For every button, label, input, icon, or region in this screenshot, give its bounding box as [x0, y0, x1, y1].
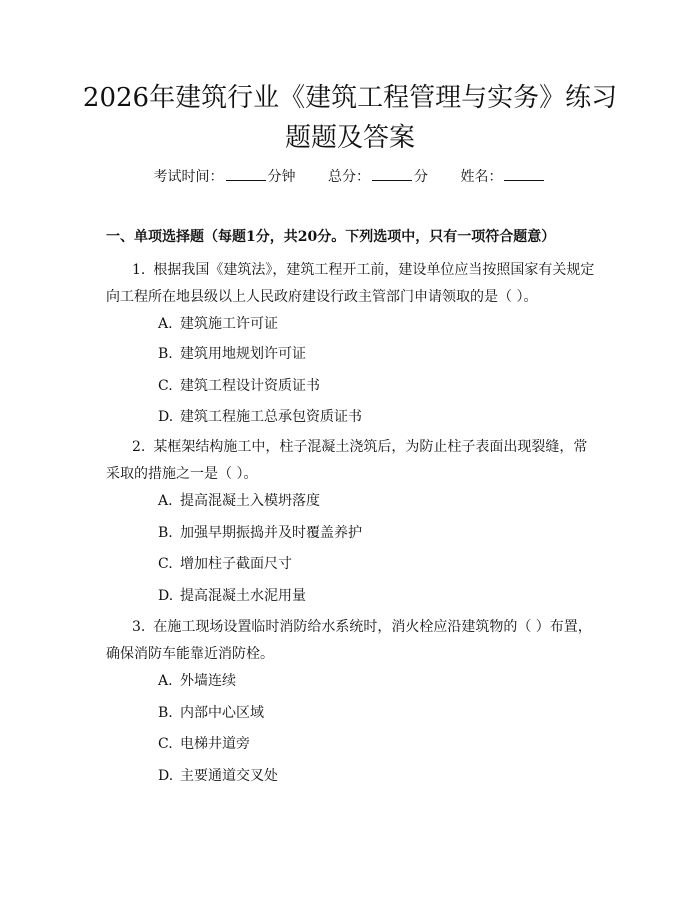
- name-blank: [504, 166, 544, 181]
- option-letter: A.: [158, 316, 173, 332]
- option-2a: [158, 490, 320, 512]
- option-text: 电梯井道旁: [180, 736, 250, 752]
- score-label: 总分：: [328, 169, 370, 185]
- option-letter: B.: [158, 525, 173, 541]
- question-2: [106, 434, 599, 488]
- option-text: 建筑工程设计资质证书: [180, 378, 320, 394]
- time-label: 考试时间：: [153, 169, 224, 185]
- time-unit: 分钟: [267, 169, 296, 185]
- option-letter: C.: [158, 736, 173, 752]
- question-number: 2.: [132, 439, 146, 455]
- question-text: 某框架结构施工中，柱子混凝土浇筑后，为防止柱子表面出现裂缝，常采取的措施之一是（ ）。: [106, 439, 588, 482]
- option-3b: [158, 702, 264, 724]
- option-1c: [158, 375, 320, 397]
- document-title: 2026年建筑行业《建筑工程管理与实务》练习题题及答案: [82, 83, 618, 153]
- option-letter: D.: [158, 588, 174, 604]
- option-text: 提高混凝土入模坍落度: [180, 493, 320, 509]
- option-text: 主要通道交叉处: [180, 768, 278, 784]
- score-unit: 分: [414, 169, 428, 185]
- option-2b: [158, 522, 362, 544]
- name-label: 姓名：: [460, 169, 503, 185]
- student-name: [460, 169, 546, 185]
- option-1b: [158, 343, 306, 365]
- time-blank: [226, 166, 266, 181]
- score-blank: [372, 166, 412, 181]
- question-number: 3.: [132, 619, 146, 635]
- option-text: 增加柱子截面尺寸: [180, 556, 292, 572]
- exam-meta: [0, 166, 700, 188]
- option-letter: A.: [158, 673, 173, 689]
- option-text: 加强早期振捣并及时覆盖养护: [180, 525, 362, 541]
- option-1a: [158, 313, 278, 335]
- option-text: 建筑用地规划许可证: [180, 346, 306, 362]
- option-3c: [158, 733, 250, 755]
- option-letter: C.: [158, 556, 173, 572]
- option-2d: [158, 585, 306, 607]
- question-number: 1.: [132, 262, 146, 278]
- option-1d: [158, 406, 362, 428]
- option-text: 外墙连续: [180, 673, 236, 689]
- option-3d: [158, 765, 278, 787]
- question-text: 在施工现场设置临时消防给水系统时，消火栓应沿建筑物的（ ）布置，确保消防车能靠近消防栓。: [106, 619, 592, 662]
- option-letter: D.: [158, 768, 174, 784]
- option-text: 内部中心区域: [180, 705, 264, 721]
- option-letter: B.: [158, 346, 173, 362]
- question-1: [106, 257, 599, 311]
- total-score: [328, 169, 432, 185]
- question-text: 根据我国《建筑法》，建筑工程开工前，建设单位应当按照国家有关规定向工程所在地县级以上人民政府建设行政主管部门申请领取的是（ ）。: [106, 262, 595, 305]
- option-letter: C.: [158, 378, 173, 394]
- section-heading: 一、单项选择题（每题1分，共20分。下列选项中，只有一项符合题意）: [106, 229, 556, 245]
- option-letter: B.: [158, 705, 173, 721]
- exam-time: [154, 169, 300, 185]
- option-letter: A.: [158, 493, 173, 509]
- question-3: [106, 614, 599, 668]
- option-text: 提高混凝土水泥用量: [180, 588, 306, 604]
- option-text: 建筑施工许可证: [180, 316, 278, 332]
- option-3a: [158, 670, 236, 692]
- option-letter: D.: [158, 409, 174, 425]
- option-text: 建筑工程施工总承包资质证书: [180, 409, 362, 425]
- option-2c: [158, 553, 292, 575]
